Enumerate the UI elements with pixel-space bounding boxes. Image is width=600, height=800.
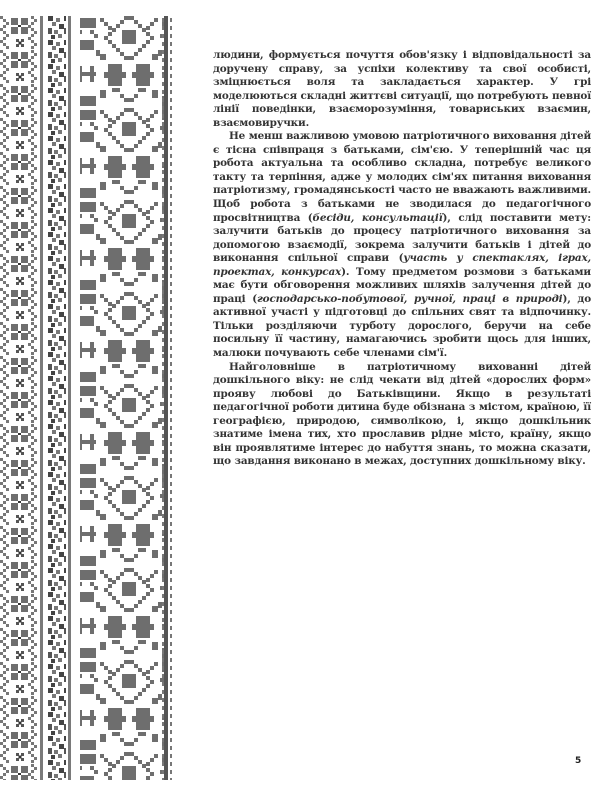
embroidery-border [0, 16, 172, 780]
italic-phrase: господарсько-побутової, ручної, праці в природі [256, 292, 563, 305]
paragraph-2 [213, 130, 591, 360]
italic-phrase: бесіди, консультації [312, 211, 443, 224]
article-body [213, 49, 591, 469]
paragraph-2-text: ). Тому предметом розмови з батьками має бути обговорення можливих шляхів залучення дітей до праці ( [213, 265, 591, 305]
paragraph-1-text: людини, формується почуття обов'язку і відповідальності за доручену справу, за успіхи колективу та свої особисті, зміцнюється воля та закладається характер. У грі моделюються складні життєві ситуації, що потребують певної лінії поведінки, взаєморозуміння, товариських взаємин, взаємовиручки. [213, 49, 591, 129]
page-number: 5 [575, 756, 582, 766]
paragraph-2-text: ), до активної участі у підготовці до спільних свят та відпочинку. Тільки розділяючи турботу дорослого, беручи на себе посильну її частину, намагаючись зробити щось для інших, малюки почувають себе членами сім'ї. [213, 292, 591, 360]
paragraph-2-text: Не менш важливою умовою патріотичного виховання дітей є тісна співпраця з батьками, сім'єю. У теперішній час ця робота актуальна та особливо складна, потребує великого такту та терпіння, адже у молодих сім'ях питання виховання патріотизму, громадянськості часто не вважають важливими. Щоб робота з батьками не зводилася до педагогічного просвітництва ( [213, 130, 591, 224]
paragraph-3 [213, 361, 591, 469]
paragraph-1 [213, 49, 591, 130]
italic-phrase: участь у спектаклях, іграх, проектах, конкурсах [213, 252, 591, 278]
paragraph-3-text: Найголовніше в патріотичному вихованні дітей дошкільного віку: не слід чекати від дітей «дорослих форм» прояву любові до Батьківщини. Якщо в результаті педагогічної роботи дитина буде обізнана з містом, країною, її географією, природою, символікою, і, якщо дошкільник знатиме імена тих, хто прославив рідне місто, країну, якщо він проявлятиме інтерес до набуття знань, то можна сказати, що завдання виконано в межах, доступних дошкільному віку. [213, 360, 591, 468]
paragraph-2-text: ), слід поставити мету: залучити батьків до процесу патріотичного виховання за допомогою взаємодії, зокрема залучити батьків і дітей до виконання спільної справи ( [213, 211, 591, 265]
